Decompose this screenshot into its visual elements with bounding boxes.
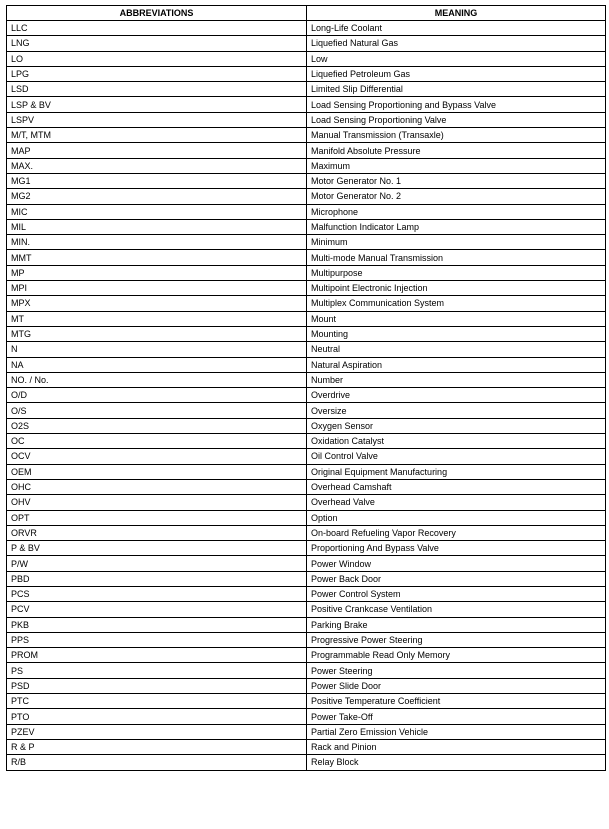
table-row [7, 158, 606, 173]
table-row [7, 479, 606, 494]
abbreviation-cell: LNG [7, 36, 307, 51]
abbreviation-cell: OEM [7, 464, 307, 479]
abbreviation-cell: R/B [7, 755, 307, 770]
table-row [7, 204, 606, 219]
table-row [7, 541, 606, 556]
meaning-cell: Mount [307, 311, 606, 326]
meaning-cell: Programmable Read Only Memory [307, 648, 606, 663]
abbreviation-cell: LSD [7, 82, 307, 97]
abbreviation-cell: MT [7, 311, 307, 326]
abbreviation-cell: LO [7, 51, 307, 66]
meaning-cell: Original Equipment Manufacturing [307, 464, 606, 479]
meaning-cell: Multipoint Electronic Injection [307, 281, 606, 296]
abbreviation-cell: PS [7, 663, 307, 678]
abbreviation-cell: OHC [7, 479, 307, 494]
table-row [7, 311, 606, 326]
table-row [7, 586, 606, 601]
meaning-cell: Load Sensing Proportioning Valve [307, 112, 606, 127]
meaning-cell: Minimum [307, 235, 606, 250]
abbreviation-cell: MPX [7, 296, 307, 311]
meaning-cell: Overhead Camshaft [307, 479, 606, 494]
table-row [7, 388, 606, 403]
abbreviation-cell: NO. / No. [7, 372, 307, 387]
meaning-cell: Motor Generator No. 2 [307, 189, 606, 204]
abbreviation-cell: O/S [7, 403, 307, 418]
abbreviation-cell: N [7, 342, 307, 357]
meaning-cell: Power Slide Door [307, 678, 606, 693]
meaning-cell: Overdrive [307, 388, 606, 403]
abbreviation-cell: MMT [7, 250, 307, 265]
meaning-cell: Liquefied Petroleum Gas [307, 66, 606, 81]
meaning-cell: Motor Generator No. 1 [307, 173, 606, 188]
abbreviation-cell: PPS [7, 632, 307, 647]
meaning-cell: Mounting [307, 326, 606, 341]
meaning-cell: Manual Transmission (Transaxle) [307, 128, 606, 143]
abbreviation-cell: M/T, MTM [7, 128, 307, 143]
table-row [7, 418, 606, 433]
abbreviations-table [6, 5, 606, 771]
table-row [7, 648, 606, 663]
table-row [7, 357, 606, 372]
meaning-cell: Long-Life Coolant [307, 21, 606, 36]
table-row [7, 556, 606, 571]
meaning-cell: Positive Crankcase Ventilation [307, 602, 606, 617]
table-row [7, 739, 606, 754]
table-row [7, 709, 606, 724]
table-row [7, 265, 606, 280]
abbreviation-cell: PCV [7, 602, 307, 617]
abbreviation-cell: PROM [7, 648, 307, 663]
table-row [7, 82, 606, 97]
table-row [7, 724, 606, 739]
table-row [7, 571, 606, 586]
abbreviation-cell: P/W [7, 556, 307, 571]
table-row [7, 143, 606, 158]
meaning-cell: Power Control System [307, 586, 606, 601]
table-row [7, 281, 606, 296]
meaning-cell: Overhead Valve [307, 495, 606, 510]
header-abbreviations: ABBREVIATIONS [7, 6, 307, 21]
abbreviation-cell: MPI [7, 281, 307, 296]
abbreviation-cell: PTC [7, 694, 307, 709]
meaning-cell: Parking Brake [307, 617, 606, 632]
table-row [7, 250, 606, 265]
abbreviation-cell: MTG [7, 326, 307, 341]
table-row [7, 372, 606, 387]
meaning-cell: Natural Aspiration [307, 357, 606, 372]
meaning-cell: Maximum [307, 158, 606, 173]
table-row [7, 602, 606, 617]
table-row [7, 296, 606, 311]
table-row [7, 112, 606, 127]
table-row [7, 173, 606, 188]
abbreviation-cell: MIL [7, 219, 307, 234]
meaning-cell: Power Back Door [307, 571, 606, 586]
meaning-cell: Power Steering [307, 663, 606, 678]
meaning-cell: Limited Slip Differential [307, 82, 606, 97]
abbreviation-cell: LSPV [7, 112, 307, 127]
header-meaning: MEANING [307, 6, 606, 21]
meaning-cell: Malfunction Indicator Lamp [307, 219, 606, 234]
meaning-cell: Manifold Absolute Pressure [307, 143, 606, 158]
abbreviation-cell: OPT [7, 510, 307, 525]
table-body [7, 21, 606, 771]
table-row [7, 434, 606, 449]
abbreviation-cell: O/D [7, 388, 307, 403]
meaning-cell: Option [307, 510, 606, 525]
abbreviation-cell: LPG [7, 66, 307, 81]
meaning-cell: Number [307, 372, 606, 387]
abbreviation-cell: OC [7, 434, 307, 449]
meaning-cell: Oxygen Sensor [307, 418, 606, 433]
abbreviation-cell: OHV [7, 495, 307, 510]
meaning-cell: Multipurpose [307, 265, 606, 280]
abbreviation-cell: LSP & BV [7, 97, 307, 112]
abbreviation-cell: PBD [7, 571, 307, 586]
abbreviation-cell: R & P [7, 739, 307, 754]
meaning-cell: Load Sensing Proportioning and Bypass Valve [307, 97, 606, 112]
abbreviation-cell: MP [7, 265, 307, 280]
table-row [7, 510, 606, 525]
meaning-cell: Proportioning And Bypass Valve [307, 541, 606, 556]
abbreviation-cell: MIN. [7, 235, 307, 250]
abbreviation-cell: MG2 [7, 189, 307, 204]
abbreviation-cell: PZEV [7, 724, 307, 739]
meaning-cell: Microphone [307, 204, 606, 219]
meaning-cell: Relay Block [307, 755, 606, 770]
table-row [7, 235, 606, 250]
meaning-cell: Liquefied Natural Gas [307, 36, 606, 51]
table-row [7, 51, 606, 66]
table-row [7, 678, 606, 693]
meaning-cell: Neutral [307, 342, 606, 357]
table-header-row [7, 6, 606, 21]
table-row [7, 128, 606, 143]
table-row [7, 342, 606, 357]
table-row [7, 495, 606, 510]
meaning-cell: On-board Refueling Vapor Recovery [307, 525, 606, 540]
meaning-cell: Oil Control Valve [307, 449, 606, 464]
table-row [7, 663, 606, 678]
abbreviation-cell: PTO [7, 709, 307, 724]
meaning-cell: Power Take-Off [307, 709, 606, 724]
table-row [7, 755, 606, 770]
meaning-cell: Partial Zero Emission Vehicle [307, 724, 606, 739]
abbreviation-cell: OCV [7, 449, 307, 464]
abbreviation-cell: MAP [7, 143, 307, 158]
meaning-cell: Low [307, 51, 606, 66]
abbreviation-cell: PSD [7, 678, 307, 693]
table-row [7, 525, 606, 540]
table-row [7, 449, 606, 464]
meaning-cell: Rack and Pinion [307, 739, 606, 754]
table-row [7, 326, 606, 341]
table-row [7, 403, 606, 418]
table-row [7, 21, 606, 36]
table-row [7, 66, 606, 81]
table-row [7, 464, 606, 479]
meaning-cell: Multi-mode Manual Transmission [307, 250, 606, 265]
abbreviation-cell: P & BV [7, 541, 307, 556]
abbreviation-cell: PKB [7, 617, 307, 632]
abbreviation-cell: MIC [7, 204, 307, 219]
abbreviation-cell: O2S [7, 418, 307, 433]
meaning-cell: Oversize [307, 403, 606, 418]
abbreviation-cell: PCS [7, 586, 307, 601]
abbreviation-cell: ORVR [7, 525, 307, 540]
meaning-cell: Positive Temperature Coefficient [307, 694, 606, 709]
abbreviation-cell: MG1 [7, 173, 307, 188]
table-row [7, 219, 606, 234]
table-row [7, 632, 606, 647]
table-row [7, 694, 606, 709]
meaning-cell: Power Window [307, 556, 606, 571]
table-row [7, 97, 606, 112]
abbreviation-cell: NA [7, 357, 307, 372]
abbreviation-cell: LLC [7, 21, 307, 36]
table-row [7, 36, 606, 51]
meaning-cell: Oxidation Catalyst [307, 434, 606, 449]
table-row [7, 189, 606, 204]
meaning-cell: Progressive Power Steering [307, 632, 606, 647]
abbreviation-cell: MAX. [7, 158, 307, 173]
table-row [7, 617, 606, 632]
meaning-cell: Multiplex Communication System [307, 296, 606, 311]
